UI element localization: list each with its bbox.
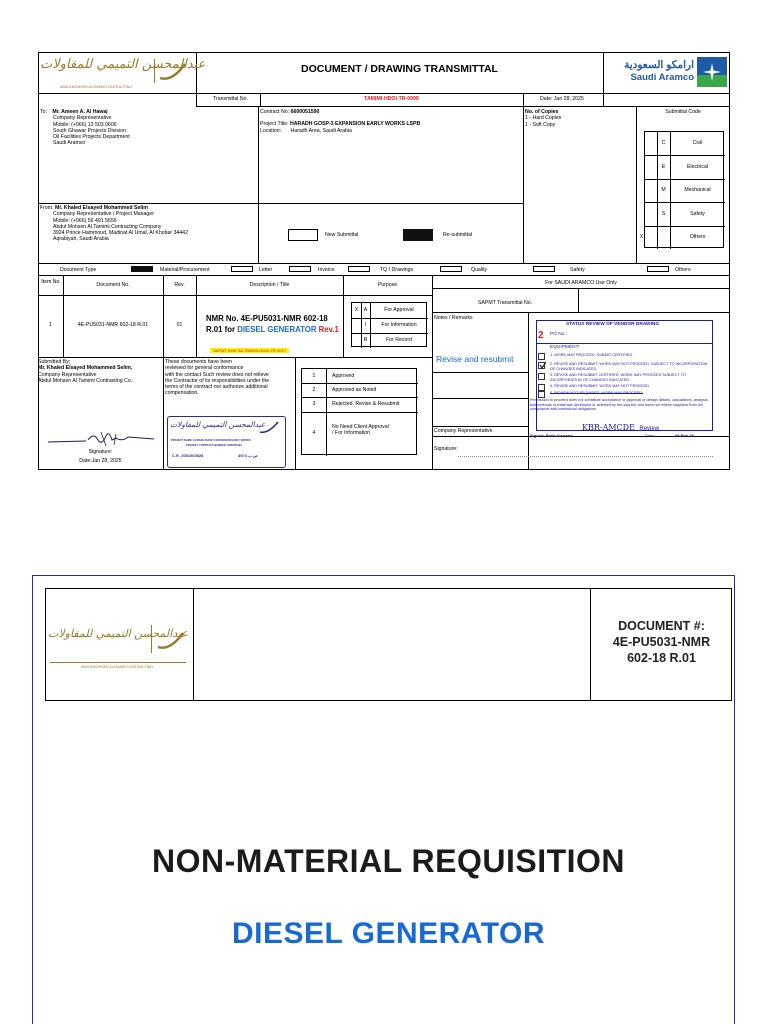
check-mark-icon xyxy=(539,362,546,369)
status-title: STATUS REVIEW OF VENDOR DRAWING xyxy=(566,322,660,327)
to-label: To: xyxy=(40,109,47,115)
submitted-by-name: Mr. Khaled Elsayed Mohammed Selim, xyxy=(38,365,133,372)
submitted-by-line: Company Representative xyxy=(38,371,97,378)
review-note: These documents have been reviewed for general conformance with the contact Such review does not relieve the Contractor of its responsibilities under the terms of the contract nor authorize additional compensation. xyxy=(165,359,270,397)
cover-subtitle: DIESEL GENERATOR xyxy=(231,917,546,950)
status-date-label: Date: xyxy=(645,433,655,438)
status-signed: Signed: Reda Alzawad xyxy=(530,433,573,438)
status-disclaimer: Permission to proceed does not constitute acceptance or approval of design details, calculations, analysis, test methods or materials developed or selected by the supplier and does not relieve suppliers from full compliance with contractual obligations. xyxy=(530,398,709,412)
cover-logo-swoosh-icon xyxy=(156,629,186,651)
status-date: 09-Feb-25 xyxy=(675,433,694,438)
cover-doc-label: DOCUMENT #: xyxy=(618,619,705,633)
cover-doc-number xyxy=(590,618,733,666)
doc-type-tq-label: TQ / Drawings xyxy=(380,267,414,273)
cover-header-box xyxy=(45,588,732,701)
status-option-1: 1. WORK MAY PROCEED. SUBMIT CERTIFIED. xyxy=(550,353,634,357)
col-header-purpose: Purpose xyxy=(377,282,398,288)
doc-type-tq-checkbox[interactable] xyxy=(348,266,370,272)
resubmittal-label: Re-submittal xyxy=(443,232,473,238)
from-name: Mr. Khaled Elsayed Mohammed Selim xyxy=(55,205,148,211)
doc-type-others-checkbox[interactable] xyxy=(647,266,669,272)
col-header-doc: Document No. xyxy=(96,282,130,288)
logo-swoosh-icon xyxy=(158,60,188,82)
to-line: Mobile: (+966) 13 503 0606 xyxy=(53,121,117,128)
cover-logo-english: ABDULMOHSEN ALTAMIMI CONTRACTING xyxy=(80,665,154,669)
status-option-3-checkbox[interactable] xyxy=(538,373,545,380)
stamp-line2: PROJECT CONTRACT NUMBER: 6600051590 xyxy=(186,444,242,447)
from-block xyxy=(40,205,188,243)
revision-number: 01 xyxy=(176,322,183,328)
from-line: Company Representative / Project Manager xyxy=(53,211,154,218)
status-review-stamp xyxy=(530,320,715,456)
col-header-desc: Description / Title xyxy=(249,282,290,288)
aramco-logo xyxy=(606,54,728,92)
code-row: E Electrical xyxy=(661,164,709,170)
doc-type-invoice-label: Invoice xyxy=(318,267,335,273)
aramco-star-icon xyxy=(697,57,727,87)
code-row: C Civil xyxy=(661,140,703,146)
handwritten-remark: Revise and resubmit xyxy=(436,354,514,364)
submitted-by-label: Submitted By; xyxy=(38,359,71,365)
logo-english-text: ABDULMOHSEN ALTAMIMI CONTRACTING xyxy=(59,85,133,89)
from-line: 3924 Prince Hammoud, Madinat Al Umal, Al Khobar 34442 xyxy=(53,230,188,237)
company-rep-label: Company Representative xyxy=(434,428,493,434)
description-equipment: DIESEL GENERATOR xyxy=(237,325,317,334)
doc-type-others-label: Others xyxy=(675,267,691,273)
contract-block xyxy=(260,109,420,134)
copies-block xyxy=(525,109,561,128)
form-title: DOCUMENT / DRAWING TRANSMITTAL xyxy=(301,63,498,75)
document-number: 4E-PU5031-NMR 602-18 R.01 xyxy=(77,322,149,328)
cover-logo-arabic: عبدالمحسن التميمي للمقاولات xyxy=(48,627,188,640)
notes-label: Notes / Remarks xyxy=(434,315,473,321)
from-line: Abdul Mohsen Al Tamimi Contracting Company xyxy=(53,223,162,230)
contract-label: Contract No: xyxy=(260,109,290,115)
transmittal-date: Date: Jan 28, 2025 xyxy=(540,96,584,102)
description xyxy=(206,314,339,334)
submitted-by-line: Abdul Mohsen Al Tamimi Contracting Co. xyxy=(38,377,133,384)
to-line: Company Representative xyxy=(53,115,112,122)
stamp-swoosh-icon xyxy=(258,420,280,434)
doc-type-safety-checkbox[interactable] xyxy=(533,266,555,272)
company-stamp xyxy=(167,416,286,468)
reviewer-word: Review xyxy=(639,426,660,432)
cover-company-logo xyxy=(48,619,191,677)
to-line: Oil Facilities Projects Department xyxy=(53,134,130,141)
doc-type-letter-label: Letter xyxy=(259,267,273,273)
logo-arabic-text: عبدالمحسن التميمي للمقاولات xyxy=(40,57,206,72)
doc-type-quality-checkbox[interactable] xyxy=(440,266,462,272)
to-line: Saudi Aramco xyxy=(53,140,86,147)
status-option-2: 2. REVISE AND RESUBMIT. WORK MAY NOT PROCEED. SUBJECT TO INCORPORATION OF CHANGES INDICATED. xyxy=(550,362,708,371)
submittal-code-table xyxy=(639,131,724,248)
to-line: South Ghawar Projects Division xyxy=(53,127,126,134)
project-title: HARADH GOSP-3 EXPANSION EARLY WORKS LSPB xyxy=(290,121,421,128)
approval-table: 1 Approved 2 Approved as Noted 3 Rejected, Revise & Resubmit 4 No Need Client Approval / For Information xyxy=(301,368,417,455)
col-header-item: Item No. xyxy=(41,279,61,285)
cover-doc-line1: 4E-PU5031-NMR xyxy=(612,635,711,649)
to-block xyxy=(40,109,130,147)
reviewer-name: KBR-AMCDE xyxy=(582,423,635,432)
transmittal-form xyxy=(38,52,730,472)
project-title-label: Project Title: xyxy=(260,121,289,128)
doc-type-quality-label: Quality xyxy=(471,267,488,273)
from-line: Aqrabiyah, Saudi Arabia xyxy=(53,236,109,243)
status-option-5-checkbox[interactable] xyxy=(538,391,545,398)
aramco-arabic-text: ارامكو السعودية xyxy=(624,59,694,71)
doc-type-material-checkbox[interactable] xyxy=(131,266,153,272)
company-rep-signature-label: Signature: xyxy=(434,446,458,452)
status-option-5: 5. REVIEW NOT REQUIRED. WORK MAY PROCEED. xyxy=(550,391,644,395)
code-row: M Mechanical xyxy=(661,187,711,193)
copies-line: 1 - Hard Copies xyxy=(525,115,562,122)
status-number: 2 xyxy=(538,330,544,341)
code-row: X Others xyxy=(639,234,706,240)
purpose-table: X A For Approval I For Information R For Record xyxy=(351,302,427,347)
stamp-po-box: ص.ب 4974 xyxy=(238,453,258,458)
status-option-2-checkbox[interactable] xyxy=(538,362,545,369)
doc-type-label: Document Type xyxy=(60,267,97,273)
sapmt-reference: SAPMT Ref# SA-TAMIMI-HDOI-TR-0017 xyxy=(210,348,289,353)
submitter-signature-label: Signature: xyxy=(88,449,113,455)
status-option-4-checkbox[interactable] xyxy=(538,384,545,391)
description-revision: Rev.1 xyxy=(318,325,339,334)
submitter-date: Date:Jan 28, 2025 xyxy=(79,458,122,464)
item-number: 1 xyxy=(49,322,52,328)
contract-number: 6600051590 xyxy=(290,109,320,115)
doc-type-invoice-checkbox[interactable] xyxy=(289,266,311,272)
submitted-by-block xyxy=(38,359,163,384)
copies-label: No. of Copies xyxy=(525,109,559,115)
transmittal-label: Transmittal No. xyxy=(213,96,248,102)
col-header-aramco: For SAUDI ARAMCO Use Only xyxy=(545,280,617,286)
description-prefix: R.01 for xyxy=(206,325,236,334)
doc-type-safety-label: Safety xyxy=(570,267,585,273)
from-line: Mobile: (+966) 56 491 5656 xyxy=(53,217,117,224)
aramco-english-text: Saudi Aramco xyxy=(630,72,694,83)
company-logo xyxy=(40,54,206,92)
location-value: Haradh Area, Saudi Arabia xyxy=(290,127,352,134)
cover-main-title: NON-MATERIAL REQUISITION xyxy=(151,843,626,879)
cover-doc-line2: 602-18 R.01 xyxy=(627,651,696,665)
stamp-cr: C.R. 2051003528 xyxy=(172,453,204,458)
code-row: S Safety xyxy=(661,211,705,217)
location-label: Location: xyxy=(260,127,282,134)
submitter-signature-image xyxy=(46,428,156,448)
description-line1: NMR No. 4E-PU5031-NMR 602-18 xyxy=(206,314,328,323)
status-option-1-checkbox[interactable] xyxy=(538,353,545,360)
new-submittal-checkbox[interactable] xyxy=(288,229,318,241)
status-option-3: 3. REVISE AND RESUBMIT CERTIFIED. WORK MAY PROCEED SUBJECT TO INCORPORATION OF CHANGES INDICATED. xyxy=(550,373,686,382)
col-header-rev: Rev. xyxy=(174,282,185,288)
stamp-line1: PROJECT NAME: HARADH GOSP-3 EXPANSION EARLY WORKS xyxy=(171,439,251,442)
status-equipment: EQUIPMENT: xyxy=(550,345,580,350)
transmittal-number: TAMIMI-HDOI-TR-0999 xyxy=(364,96,419,102)
doc-type-letter-checkbox[interactable] xyxy=(231,266,253,272)
status-po: PO No.: xyxy=(550,332,568,337)
to-name: Mr. Ameen A. Al Hawaj xyxy=(52,109,108,115)
sapmt-transmittal-label: SAPMT Transmittal No. xyxy=(477,300,533,306)
doc-type-material-label: Material/Procurement xyxy=(160,267,210,273)
from-label: From: xyxy=(40,205,54,211)
copies-line: 1 - Soft Copy xyxy=(525,121,556,128)
new-submittal-label: New Submittal xyxy=(325,232,359,238)
status-option-4: 4. REVISE AND RESUBMIT. WORK MAY NOT PROCEED. xyxy=(550,384,651,388)
submittal-code-title: Submittal Code xyxy=(665,109,701,115)
stamp-logo-arabic: عبدالمحسن التميمي للمقاولات xyxy=(170,420,266,429)
resubmittal-checkbox[interactable] xyxy=(403,229,433,241)
